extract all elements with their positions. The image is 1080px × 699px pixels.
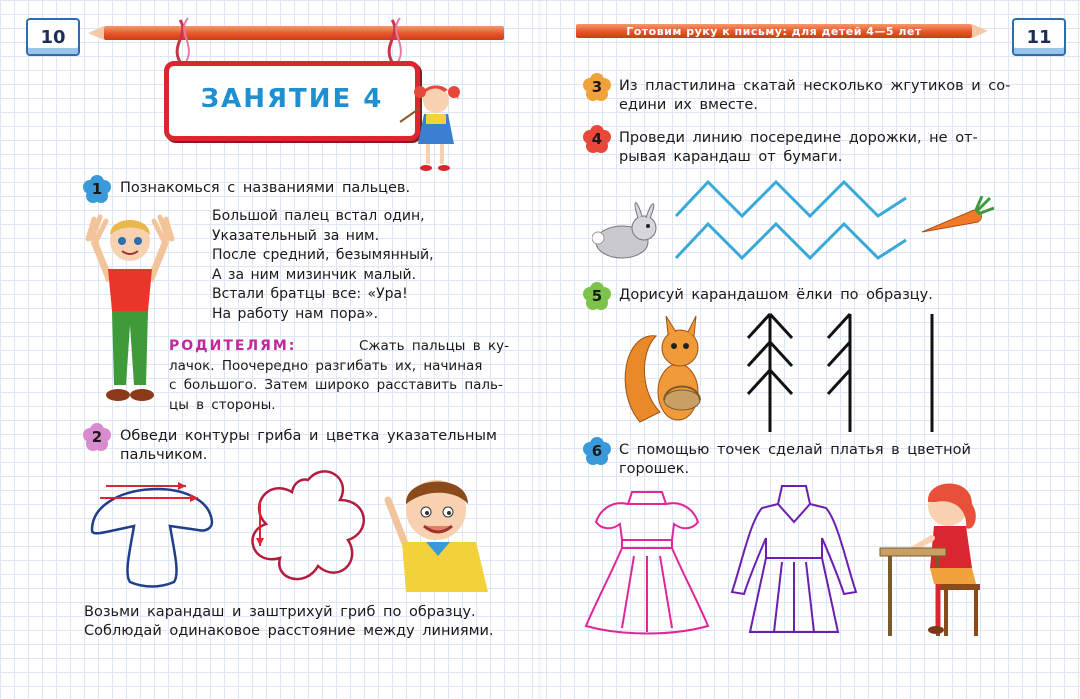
task-6-badge [582,436,612,466]
task-3-number: 3 [591,78,603,96]
task-2-line-2: пальчиком. [120,447,208,463]
task-6-number: 6 [591,442,603,460]
task-3-text [619,77,1010,115]
header-pencil-left-tip [88,26,104,40]
task-6-text [619,441,971,479]
page-fold [538,0,544,699]
parents-label: РОДИТЕЛЯМ: [169,338,297,354]
header-title-right: Готовим руку к письму: для детей 4—5 лет [626,24,922,38]
rabbit-illustration [592,196,664,262]
dress-purple-outline[interactable] [726,482,862,636]
task-6-line-2: горошек. [619,461,690,477]
poem-line-1: Большой палец встал один, [212,208,425,224]
poem-line-4: А за ним мизинчик малый. [212,266,417,283]
task-1-number: 1 [91,180,103,198]
task-5-number: 5 [591,287,603,305]
parents-note [169,337,509,415]
task-4-line-1: Проведи линию посередине дорожки, не от- [619,130,978,146]
lesson-title: ЗАНЯТИЕ 4 [200,84,384,114]
task-2-line-1: Обведи контуры гриба и цветка указательным [120,428,497,444]
task-2-number: 2 [91,428,103,446]
page-number-left [26,18,80,56]
boy-pointing-illustration [376,470,506,595]
girl-pointer-illustration [398,78,464,178]
task-4-line-2: рывая карандаш от бумаги. [619,149,843,165]
task-2-badge [82,422,112,452]
poem-line-6: На работу нам пора». [212,305,379,322]
shading-instruction [84,603,494,641]
dress-pink-outline[interactable] [582,486,712,636]
fir-tree-samples[interactable] [742,310,952,434]
task-3-line-2: едини их вместе. [619,97,758,113]
parents-note-line-4: цы в стороны. [169,396,276,413]
task-6-line-1: С помощью точек сделай платья в цветной [619,442,971,458]
page-number-right-text: 11 [1026,26,1052,48]
parents-note-line-1: Сжать пальцы в ку- [358,338,509,354]
task-2-text [120,427,497,465]
page-number-right [1012,18,1066,56]
shading-line-1: Возьми карандаш и заштрихуй гриб по образцу. [84,604,476,620]
squirrel-illustration [620,312,716,432]
girl-drawing-illustration [876,476,996,640]
task-1-text: Познакомься с названиями пальцев. [120,180,411,196]
poem-line-5: Встали братцы все: «Ура! [212,286,408,302]
task-3-badge [582,72,612,102]
page-number-left-text: 10 [40,26,66,48]
boy-hands-up-illustration [80,205,180,410]
parents-note-line-3: с большого. Затем широко расставить паль- [169,377,503,393]
zigzag-path-track[interactable] [672,176,910,266]
task-3-line-1: Из пластилина скатай несколько жгутиков и со- [619,78,1011,94]
shading-line-2: Соблюдай одинаковое расстояние между линиями. [84,623,494,639]
poem-line-2: Указательный за ним. [212,227,380,244]
task-4-text [619,129,978,167]
poem-line-3: После средний, безымянный, [212,247,434,263]
task-4-number: 4 [591,130,603,148]
task-5-badge [582,281,612,311]
task-1-badge [82,174,112,204]
mushroom-outline[interactable] [88,470,216,590]
carrot-illustration [918,196,996,240]
parents-note-line-2: лачок. Поочередно разгибать их, начиная [169,357,483,374]
lesson-title-frame [164,61,420,141]
task-5-text: Дорисуй карандашом ёлки по образцу. [619,287,933,303]
task-4-badge [582,124,612,154]
header-pencil-right [576,24,972,38]
header-pencil-right-tip [972,24,988,38]
finger-poem [212,207,434,324]
flower-outline[interactable] [244,466,372,586]
